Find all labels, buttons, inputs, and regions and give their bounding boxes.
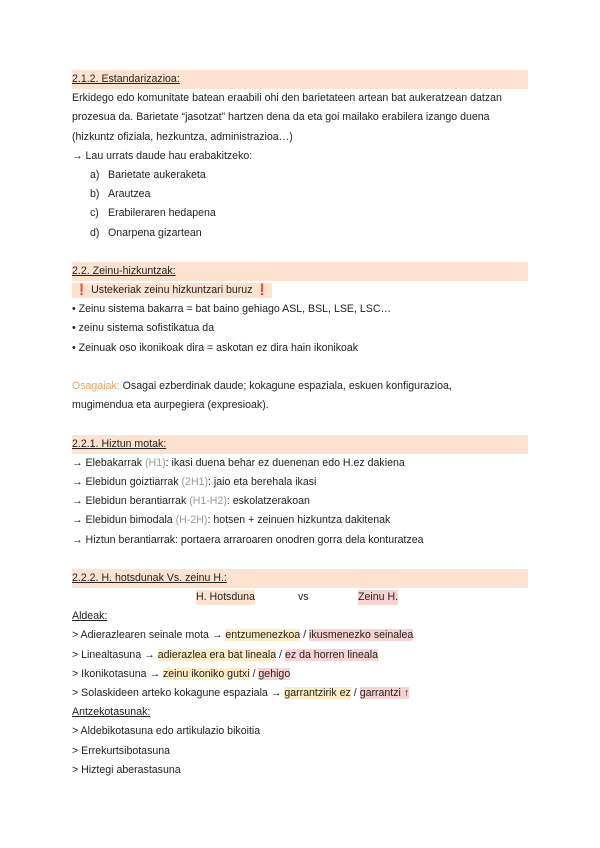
column-zeinu: Zeinu H. [358, 591, 399, 604]
similarity-row: > Hiztegi aberastasuna [72, 763, 181, 776]
warning-callout: ❗ Ustekeriak zeinu hizkuntzari buruz ❗ [72, 283, 272, 298]
list-item: b) Arautzea [90, 188, 151, 201]
document-page [72, 70, 528, 780]
speaker-type-row: → Elebidun bimodala (H-2H): hotsen + zeinuen hizkuntza dakitenak [72, 514, 391, 527]
difference-row: > Linealtasuna → adierazlea era bat lineala / ez da horren lineala [72, 648, 378, 661]
section-heading-estandarizazioa: 2.1.2. Estandarizazioa: [72, 70, 528, 89]
paragraph-line: mugimendua eta aurpegiera (expresioak). [72, 399, 269, 412]
osagaiak-line: Osagaiak: Osagai ezberdinak daude; kokagune espaziala, eskuen konfigurazioa, [72, 380, 452, 392]
paragraph-line: Erkidego edo komunitate batean eraabili ohi den barietateen artean bat aukeratzean datzan [72, 92, 502, 105]
list-item: c) Erabileraren hedapena [90, 207, 216, 220]
list-item: a) Barietate aukeraketa [90, 168, 206, 181]
bullet-item: • Zeinuak oso ikonikoak dira = askotan ez dira hain ikonikoak [72, 341, 359, 354]
bullet-item: • zeinu sistema sofistikatua da [72, 322, 215, 335]
osagaiak-label: Osagaiak: [72, 380, 120, 392]
speaker-type-row: → Elebidun goiztiarrak (2H1): jaio eta berehala ikasi [72, 475, 317, 488]
list-item: d) Onarpena gizartean [90, 226, 202, 239]
section-heading-hiztun-motak: 2.2.1. Hiztun motak: [72, 435, 528, 454]
column-hotsduna: H. Hotsduna [196, 591, 255, 604]
bullet-item: • Zeinu sistema bakarra = bat baino gehiago ASL, BSL, LSE, LSC… [72, 303, 392, 316]
steps-intro: → Lau urrats daude hau erabakitzeko: [72, 149, 253, 162]
callout-line [72, 281, 528, 300]
paragraph-line: (hizkuntz ofiziala, hezkuntza, administrazioa…) [72, 130, 293, 143]
section-heading-zeinu-hizkuntzak: 2.2. Zeinu-hizkuntzak: [72, 262, 528, 281]
exclamation-icon: ❗ [255, 284, 269, 297]
speaker-type-row: → Elebidun berantiarrak (H1-H2): eskolatzerakoan [72, 495, 310, 508]
similarity-row: > Aldebikotasuna edo artikulazio bikoitia [72, 725, 261, 738]
difference-row: > Solaskideen arteko kokagune espaziala → garrantzirik ez / garrantzi ↑ [72, 687, 410, 699]
speaker-type-row: → Hiztun berantiarrak: portaera arraroaren onodren gorra dela konturatzea [72, 533, 424, 546]
exclamation-icon: ❗ [75, 284, 89, 297]
similarity-row: > Errekurtsibotasuna [72, 744, 171, 757]
aldeak-label: Aldeak: [72, 610, 108, 623]
paragraph-line: prozesua da. Barietate “jasotzat” hartzen dena da eta goi mailako erabilera izango duena [72, 111, 490, 124]
speaker-type-row: → Elebakarrak (H1): ikasi duena behar ez duenenan edo H.ez dakiena [72, 456, 405, 469]
comparison-header [72, 588, 528, 607]
vs-label: vs [298, 591, 309, 604]
difference-row: > Adierazlearen seinale mota → entzumenezkoa / ikusmenezko seinalea [72, 629, 414, 642]
antzekotasunak-label: Antzekotasunak: [72, 706, 151, 719]
difference-row: > Ikonikotasuna → zeinu ikoniko gutxi / gehigo [72, 667, 291, 680]
section-heading-comparison: 2.2.2. H. hotsdunak Vs. zeinu H.: [72, 569, 528, 588]
